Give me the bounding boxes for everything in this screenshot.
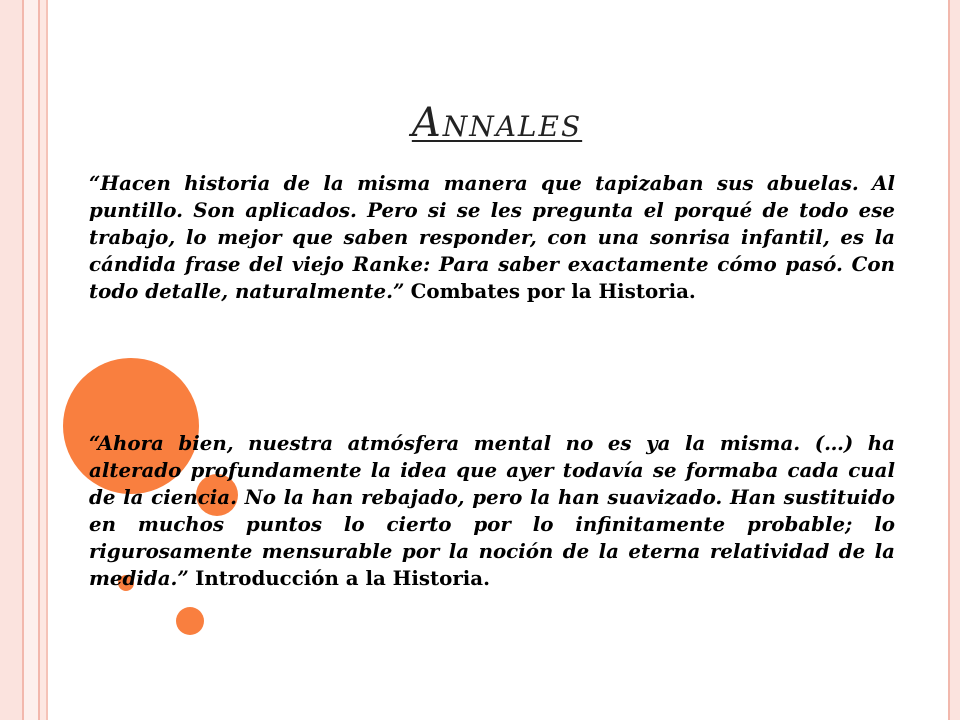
quote-block [89, 430, 895, 592]
quote-source: Combates por la Historia. [410, 279, 696, 303]
quote-source: Introducción a la Historia. [195, 566, 490, 590]
quote-text: “Hacen historia de la misma manera que tapizaban sus abuelas. Al puntillo. Son aplicados. Pero si se les pregunta el porqué de todo ese trabajo, lo mejor que saben responder, con una sonrisa infantil, es la cándida frase del viejo Ranke: Para saber exactamente cómo pasó. Con todo detalle, naturalmente.” [89, 171, 895, 303]
quote-block [89, 170, 895, 305]
slide-title: Annales [411, 100, 583, 146]
decor-circle-small [176, 607, 204, 635]
quote-text: “Ahora bien, nuestra atmósfera mental no es ya la misma. (…) ha alterado profundamente la idea que ayer todavía se formaba cada cual de la ciencia. No la han rebajado, pero la han suavizado. Han sustituido en muchos puntos lo cierto por lo infinitamente probable; lo rigurosamente mensurable por la noción de la eterna relatividad de la medida.” [89, 431, 895, 590]
